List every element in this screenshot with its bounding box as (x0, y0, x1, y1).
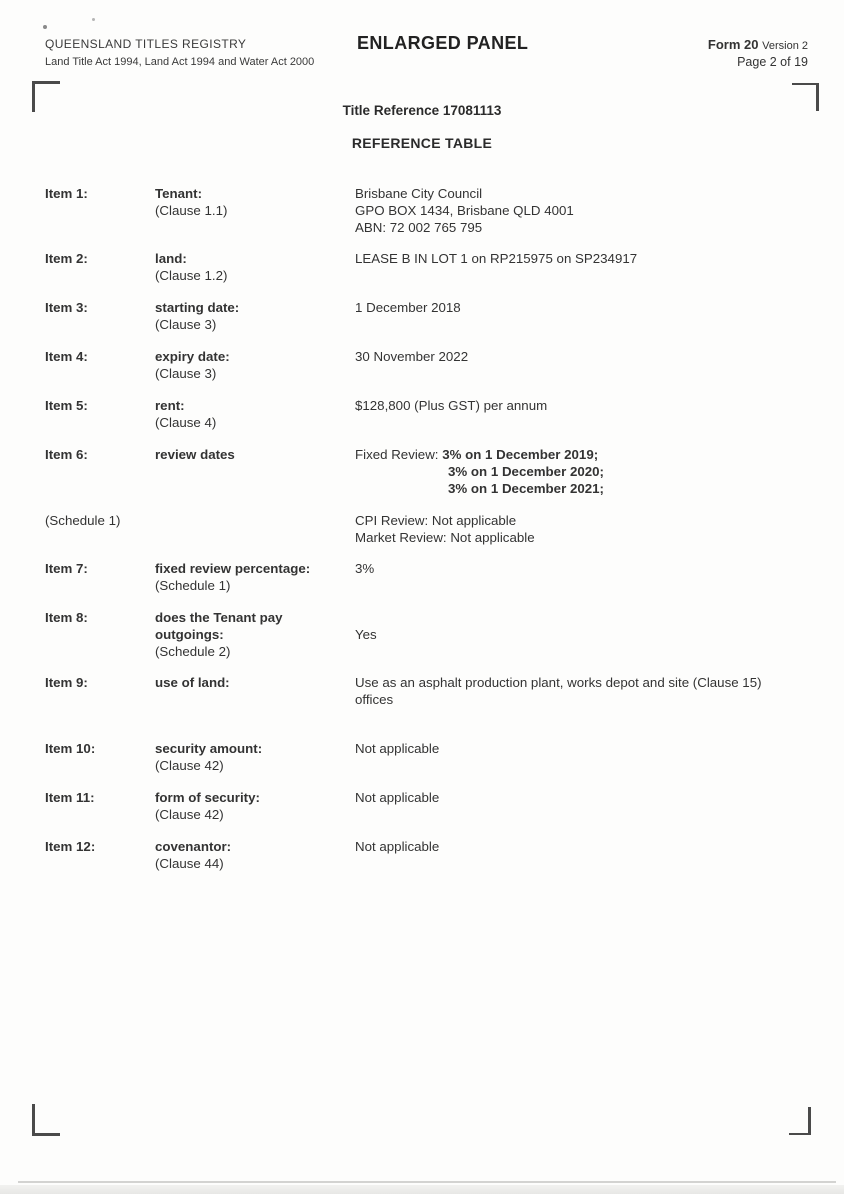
item-label: covenantor: (155, 839, 232, 854)
corner-mark-bottom-left (32, 1104, 60, 1136)
item-label: expiry date: (155, 349, 230, 364)
item-label-cell (155, 609, 355, 660)
page-number: Page 2 of 19 (737, 55, 808, 69)
item-clause: (Clause 4) (155, 415, 217, 430)
value-line: 3% (355, 561, 375, 576)
table-row-schedule-1 (45, 512, 800, 546)
item-value (355, 512, 800, 546)
form-number: Form 20 (707, 37, 759, 52)
scan-footer-band (0, 1185, 844, 1194)
item-label-cell (155, 789, 355, 823)
item-label: security amount: (155, 741, 263, 756)
review-line: 3% on 1 December 2021; (448, 481, 604, 496)
item-label-cell (155, 446, 355, 497)
value-line: 30 November 2022 (355, 349, 469, 364)
item-label: outgoings: (155, 627, 224, 642)
item-label-cell (155, 185, 355, 236)
header-left (45, 37, 314, 68)
item-label: rent: (155, 398, 185, 413)
item-label-cell (155, 674, 355, 708)
scan-speck (43, 25, 47, 29)
item-label-cell (155, 560, 355, 594)
item-number: Item 8: (45, 610, 88, 625)
value-line: Yes (355, 627, 377, 642)
item-label-cell (155, 348, 355, 382)
item-number: Item 3: (45, 300, 88, 315)
item-label: fixed review percentage: (155, 561, 311, 576)
item-number: Item 5: (45, 398, 88, 413)
item-number: Item 11: (45, 790, 95, 805)
item-clause: (Schedule 2) (155, 644, 231, 659)
reference-table (45, 185, 800, 872)
value-line: $128,800 (Plus GST) per annum (355, 398, 548, 413)
item-value (355, 609, 800, 660)
registry-name: QUEENSLAND TITLES REGISTRY (45, 37, 247, 51)
table-row-item-9 (45, 674, 800, 708)
review-prefix: Fixed Review: (355, 447, 443, 462)
item-number: Item 10: (45, 741, 96, 756)
item-clause: (Clause 3) (155, 366, 217, 381)
item-label-cell (155, 250, 355, 284)
item-label-cell (155, 838, 355, 872)
table-row-item-12 (45, 838, 800, 872)
value-line: LEASE B IN LOT 1 on RP215975 on SP234917 (355, 251, 638, 266)
schedule-reference: (Schedule 1) (45, 513, 121, 528)
scan-speck (92, 18, 95, 21)
item-label: Tenant: (155, 186, 203, 201)
value-line: Not applicable (355, 790, 440, 805)
value-line: GPO BOX 1434, Brisbane QLD 4001 (355, 203, 574, 218)
value-line: offices (355, 692, 394, 707)
form-version: Version 2 (762, 40, 808, 52)
value-line: Use as an asphalt production plant, works depot and site (Clause 15) (355, 675, 762, 690)
item-number: Item 6: (45, 447, 88, 462)
item-label: form of security: (155, 790, 260, 805)
value-line: Brisbane City Council (355, 186, 483, 201)
review-line: 3% on 1 December 2019; (442, 447, 599, 462)
table-row-item-6 (45, 446, 800, 497)
table-row-item-8 (45, 609, 800, 660)
item-number: Item 12: (45, 839, 96, 854)
value-line: CPI Review: Not applicable (355, 513, 517, 528)
item-clause: (Schedule 1) (155, 578, 231, 593)
item-clause: (Clause 1.2) (155, 268, 228, 283)
table-row-item-5 (45, 397, 800, 431)
acts-line: Land Title Act 1994, Land Act 1994 and Water Act 2000 (45, 56, 315, 68)
panel-title: ENLARGED PANEL (357, 33, 529, 53)
item-value (355, 560, 800, 594)
item-number: Item 2: (45, 251, 88, 266)
item-number: Item 9: (45, 675, 88, 690)
value-line (355, 446, 800, 463)
title-reference: Title Reference 17081113 (342, 103, 502, 118)
item-value (355, 740, 800, 774)
item-label: review dates (155, 447, 235, 462)
item-number: Item 4: (45, 349, 88, 364)
item-value (355, 446, 800, 497)
table-row-item-3 (45, 299, 800, 333)
table-row-item-11 (45, 789, 800, 823)
item-clause: (Clause 42) (155, 758, 224, 773)
value-line: Not applicable (355, 741, 440, 756)
value-line: Not applicable (355, 839, 440, 854)
item-value (355, 299, 800, 333)
scan-footer-line (18, 1181, 836, 1183)
item-label-cell (155, 397, 355, 431)
table-row-item-10 (45, 740, 800, 774)
item-clause: (Clause 3) (155, 317, 217, 332)
item-number: Item 7: (45, 561, 88, 576)
item-label: land: (155, 251, 187, 266)
value-line: ABN: 72 002 765 795 (355, 220, 483, 235)
reference-table-title: REFERENCE TABLE (351, 135, 493, 151)
item-value (355, 838, 800, 872)
table-row-item-4 (45, 348, 800, 382)
form-identifier (708, 37, 808, 52)
value-line: 1 December 2018 (355, 300, 461, 315)
item-clause: (Clause 44) (155, 856, 224, 871)
corner-mark-bottom-right (789, 1107, 811, 1135)
table-row-item-7 (45, 560, 800, 594)
item-clause: (Clause 42) (155, 807, 224, 822)
item-label-cell (155, 512, 355, 546)
item-value (355, 674, 800, 708)
table-row-item-2 (45, 250, 800, 284)
review-line: 3% on 1 December 2020; (448, 464, 604, 479)
item-label: use of land: (155, 675, 230, 690)
item-label: does the Tenant pay (155, 610, 283, 625)
item-number: Item 1: (45, 186, 88, 201)
item-value (355, 789, 800, 823)
table-row-item-1 (45, 185, 800, 236)
item-clause: (Clause 1.1) (155, 203, 228, 218)
item-value (355, 185, 800, 236)
item-value (355, 397, 800, 431)
item-value (355, 348, 800, 382)
value-line: Market Review: Not applicable (355, 530, 535, 545)
item-label-cell (155, 299, 355, 333)
item-label: starting date: (155, 300, 240, 315)
item-value (355, 250, 800, 284)
item-label-cell (155, 740, 355, 774)
header-right (708, 37, 808, 69)
